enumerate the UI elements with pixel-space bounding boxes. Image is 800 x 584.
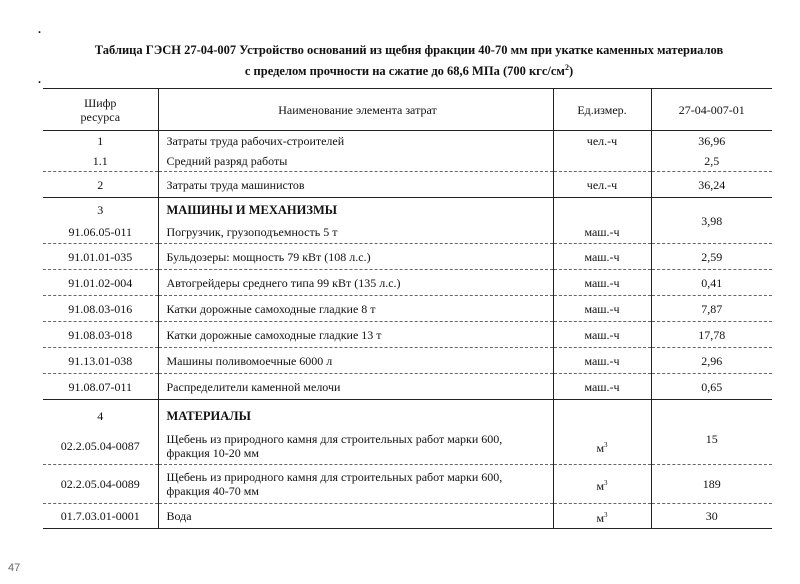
- table-row: 91.13.01-038 Машины поливомоечные 6000 л маш.-ч 2,96: [43, 348, 772, 374]
- header-unit: Ед.измер.: [553, 89, 651, 131]
- table-row: 2 Затраты труда машинистов чел.-ч 36,24: [43, 172, 772, 198]
- table-header-row: [43, 89, 772, 131]
- header-code: Шифр ресурса: [43, 89, 158, 131]
- table-row: 91.01.01-035 Бульдозеры: мощность 79 кВт (108 л.с.) маш.-ч 2,59: [43, 244, 772, 270]
- title-line-1: Таблица ГЭСН 27-04-007 Устройство оснований из щебня фракции 40-70 мм при укатке каменных материалов: [94, 43, 724, 57]
- table-row: 02.2.05.04-0087 Щебень из природного камня для строительных работ марки 600, фракция 10-20 мм $м^3$: [43, 428, 772, 465]
- bullet-mark: .: [38, 72, 41, 86]
- header-name: Наименование элемента затрат: [158, 89, 553, 131]
- table-row: 1.1 Средний разряд работы 2,5: [43, 151, 772, 172]
- table-row: 3 МАШИНЫ И МЕХАНИЗМЫ 3,98: [43, 198, 772, 222]
- table-row: 91.01.02-004 Автогрейдеры среднего типа 99 кВт (135 л.с.) маш.-ч 0,41: [43, 270, 772, 296]
- bullet-mark: .: [38, 22, 41, 36]
- table-row: 1 Затраты труда рабочих-строителей чел.-ч 36,96: [43, 131, 772, 152]
- table-row: 91.06.05-011 Погрузчик, грузоподъемность 5 т маш.-ч: [43, 221, 772, 244]
- table-row: 91.08.03-016 Катки дорожные самоходные гладкие 8 т маш.-ч 7,87: [43, 296, 772, 322]
- resource-table: [43, 88, 772, 529]
- title-line-2: с пределом прочности на сжатие до 68,6 МПа (700 кгс/$см^2$): [244, 63, 574, 79]
- page-number: 47: [8, 562, 21, 574]
- table-title: [40, 42, 778, 80]
- header-value: 27-04-007-01: [651, 89, 772, 131]
- table-row: 4 МАТЕРИАЛЫ 15: [43, 400, 772, 429]
- table-row: 02.2.05.04-0089 Щебень из природного камня для строительных работ марки 600, фракция 40-70 мм $м^3$ 189: [43, 465, 772, 504]
- table-row: 01.7.03.01-0001 Вода $м^3$ 30: [43, 504, 772, 529]
- table-row: 91.08.07-011 Распределители каменной мелочи маш.-ч 0,65: [43, 374, 772, 400]
- table-row: 91.08.03-018 Катки дорожные самоходные гладкие 13 т маш.-ч 17,78: [43, 322, 772, 348]
